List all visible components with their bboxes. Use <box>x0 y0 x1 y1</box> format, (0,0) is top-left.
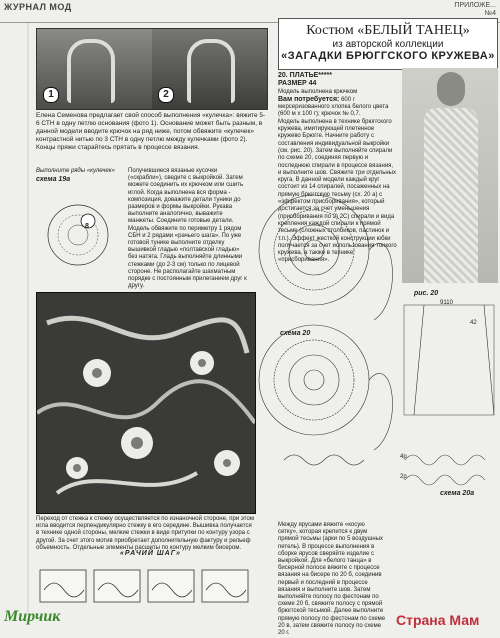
magazine-name: ЖУРНАЛ МОД <box>4 2 72 12</box>
step-illustrations <box>36 560 254 610</box>
embroidery-photo <box>36 292 256 514</box>
mirchik-logo: Мирчик <box>4 608 61 625</box>
hook-shape-2 <box>187 39 235 103</box>
model-desc: Модель выполнена в технике брюггского кружева, имитирующей плетенное кружево Брюгге. Начните работу с составления индивидуальной выкройки (см. рис. 20). Затем выполняйте спирали по схеме 20, соединяя первую и последнюю спирали в процессе вязания, и выполните шов. Свяжите три отдельных круга. В данной модели каждый круг состоит из 14 спиралей, посаженных на прямую брюггскую тесьму (сх. 20 а) с «эффектом присборивания», который достигается за счет уменьшения (присборивания по 2) 2С) спирали и вида крепления каждой спирали к прямой тесьме (сложных столбиков, пастинок и т.п.). Эффект жесткой конструкции юбки получается за счет использования тонкого кружева, а также в технике «присборивания». <box>278 118 397 264</box>
model-crochet: Модель выполнена крючком <box>278 88 358 95</box>
bottom-caption: Переход от стежка к стежку осуществляется по изнаночной стороне, при этом игла вводится перпендикулярно стежку в его середине. Вышивка получается в технике одной стороны, мелкие стежки в виде притупки по контуру узора с другой. За счет этого мотив приобретает дополнительную фактуру и рельеф объемность. Отдельные элементы расшиты по контуру мелким бисером. <box>36 516 254 551</box>
model-size: РАЗМЕР 44 <box>278 80 317 88</box>
measure-4p: 4р <box>400 454 407 460</box>
schema19-drawing <box>36 183 124 283</box>
need-label: Вам потребуется: <box>278 95 340 103</box>
ris20-label: рис. 20 <box>414 290 439 297</box>
caption-top: Елена Семенова предлагает свой способ выполнения «кулечка»: вяжите 5-6 СТН в одну петлю основания (фото 1). Основание может быть разным, в данной модели вводите крючок на ряд ниже, потом обвяжите «кулечек» контрастной нитью по 3 СТН в одну петлю между кулечками (фото 2). Концы пряжи старайтесь прятать в процессе вязания. <box>36 112 266 151</box>
schema-19a <box>36 168 124 288</box>
photo-step-pair <box>36 28 268 110</box>
left-margin <box>0 22 30 612</box>
margin-ornament <box>0 22 30 612</box>
step-drawings <box>36 560 254 610</box>
schema19-caption: Выполните ряды «кулечек» <box>36 168 115 174</box>
title-box <box>278 18 498 70</box>
title-line-3: «ЗАГАДКИ БРЮГГСКОГО КРУЖЕВА» <box>281 50 495 62</box>
model-head <box>437 72 465 106</box>
measure-2p: 2р <box>400 474 407 480</box>
strana-mam-text: Страна Мам <box>396 612 480 628</box>
bottom-right-text: Между ярусами вяжите «косую сетку», которая крепится к двум прямой тесьмы (арки по 5 воздушных петель). В процессе выполнения в сборке ярусов сверяйте изделие с выкройкой. Для «белого танца» в бисерной полосе вяжите с процессе вязания на бисере по 20 б, соединив первый и последний в процессе вязания и выполните шов. Затем выполняйте полосу по фестонам по схеме 20 б, свяжите полосу с прямой брюггской тесьмой. Далее выполните прямую полосу по фестонам по схеме 20 в, затем свяжите полосу по схеме 20 г. <box>278 522 386 637</box>
schema20-label: схема 20 <box>280 330 311 337</box>
embroidery-art <box>37 293 255 513</box>
issue-top: ПРИЛОЖЕ... <box>454 2 496 9</box>
step-title: «РАЧИЙ ШАГ» <box>120 550 181 557</box>
measure-2: 42 <box>470 320 477 326</box>
schema19-num: 8 <box>85 223 89 230</box>
need-text: 600 г мерсеризованного хлопка белого цвета (600 м х 100 г); крючок № 0,7. <box>278 96 389 118</box>
hook-shape-1 <box>67 39 115 103</box>
schema19-name: схема 19а <box>36 176 71 183</box>
mid-text: Получившиеся вязаные кусочки («скрабли»), сведите с выкройкой. Затем можете соединить их крючком или сшить иглой. Когда выполнена вся форма - композиция, доважите детали туники до размеров и формы выкройки. Рукава выполните аналогично, выважите манжеты. Соедините готовые детали. Модель обвяжите по периметру 1 рядом СБН и 2 рядами «рачьего шага». По уже готовой тунике выполните отделку вышивкой гладью «полтавской гладью» без натяга. Гладь выполняйте длинными стежками (до 2-3 см) только по лицевой стороне. Не располагайте шахматным порядке с постоянным прилеганием друг к другу. <box>128 168 247 290</box>
schema-20a <box>400 440 500 500</box>
model-code: 20. ПЛАТЬЕ***** <box>278 72 332 79</box>
measure-1: 9110 <box>440 300 453 306</box>
title-line-1: Костюм «БЕЛЫЙ ТАНЕЦ» <box>306 23 470 38</box>
photo-number-2: 2 <box>158 87 174 103</box>
strana-mam-logo <box>396 612 479 628</box>
title-line-2: из авторской коллекции <box>332 39 444 50</box>
issue-info <box>454 2 496 18</box>
issue-number: №4 <box>484 10 496 17</box>
schema20a-label: схема 20а <box>440 490 475 497</box>
photo-number-1: 1 <box>43 87 59 103</box>
